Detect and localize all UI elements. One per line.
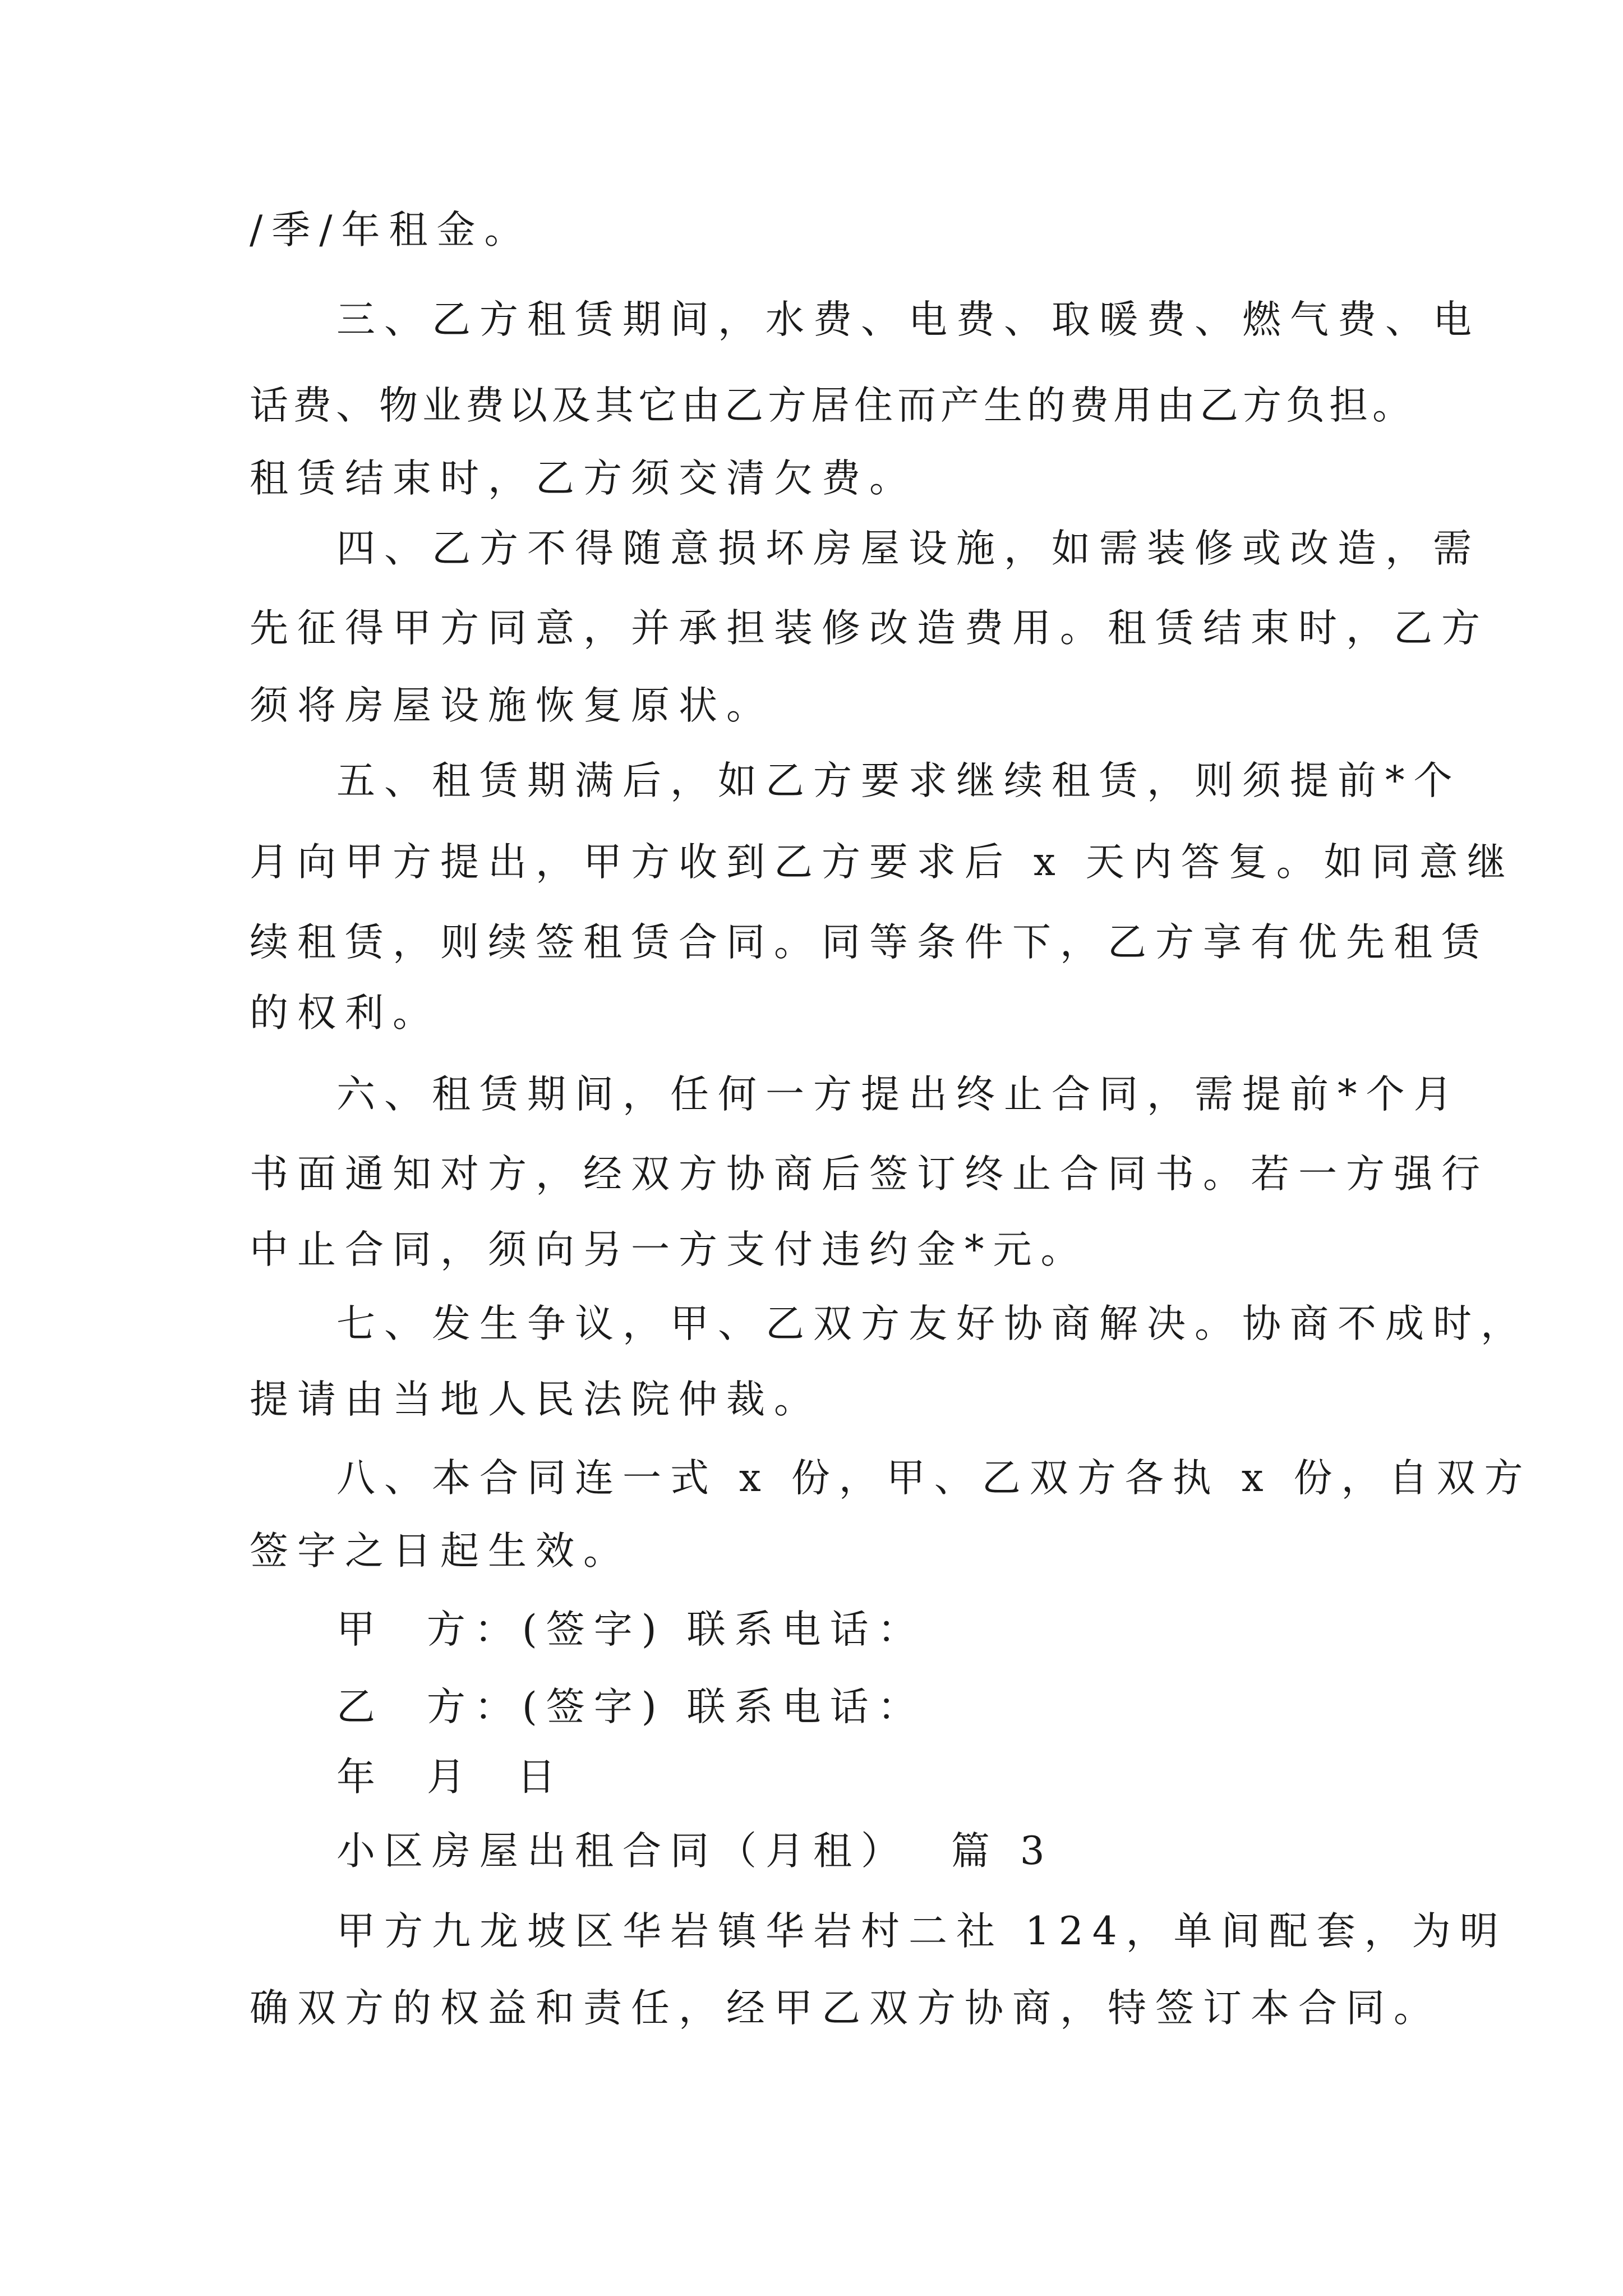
paragraph-3-line: 三、乙方租赁期间，水费、电费、取暖费、燃气费、电 (336, 297, 1481, 342)
paragraph-6-line: 书面通知对方，经双方协商后签订终止合同书。若一方强行 (250, 1152, 1489, 1197)
text-line: /季/年租金。 (250, 208, 532, 252)
paragraph-8-line: 八、本合同连一式 x 份，甲、乙双方各执 x 份，自双方 (336, 1456, 1532, 1501)
paragraph-7-line: 七、发生争议，甲、乙双方友好协商解决。协商不成时， (336, 1301, 1528, 1346)
date-line: 年 月 日 (336, 1755, 565, 1800)
paragraph-4-line: 先征得甲方同意，并承担装修改造费用。租赁结束时，乙方 (250, 606, 1489, 651)
paragraph-3-line: 话费、物业费以及其它由乙方居住而产生的费用由乙方负担。 (250, 383, 1415, 428)
paragraph-6-line: 中止合同，须向另一方支付违约金*元。 (250, 1227, 1089, 1272)
paragraph-5-line: 月向甲方提出，甲方收到乙方要求后 x 天内答复。如同意继 (250, 840, 1515, 885)
paragraph-6-line: 六、租赁期间，任何一方提出终止合同，需提前*个月 (336, 1072, 1461, 1117)
paragraph-7-line: 提请由当地人民法院仲裁。 (250, 1377, 822, 1422)
paragraph-8-line: 签字之日起生效。 (250, 1529, 631, 1573)
party-b-signature-line: 乙 方：(签字) 联系电话： (336, 1685, 925, 1729)
paragraph-5-line: 的权利。 (250, 991, 440, 1036)
paragraph-3-line: 租赁结束时，乙方须交清欠费。 (250, 456, 917, 501)
party-a-signature-line: 甲 方：(签字) 联系电话： (336, 1607, 925, 1652)
paragraph-5-line: 五、租赁期满后，如乙方要求继续租赁，则须提前*个 (336, 758, 1461, 803)
section-heading: 小区房屋出租合同（月租） 篇 3 (336, 1829, 1054, 1874)
paragraph-5-line: 续租赁，则续签租赁合同。同等条件下，乙方享有优先租赁 (250, 920, 1489, 965)
section-3-paragraph-line: 甲方九龙坡区华岩镇华岩村二社 124，单间配套，为明 (336, 1909, 1507, 1954)
section-3-paragraph-line: 确双方的权益和责任，经甲乙双方协商，特签订本合同。 (250, 1986, 1441, 2031)
paragraph-4-line: 须将房屋设施恢复原状。 (250, 683, 774, 728)
paragraph-4-line: 四、乙方不得随意损坏房屋设施，如需装修或改造，需 (336, 526, 1481, 571)
